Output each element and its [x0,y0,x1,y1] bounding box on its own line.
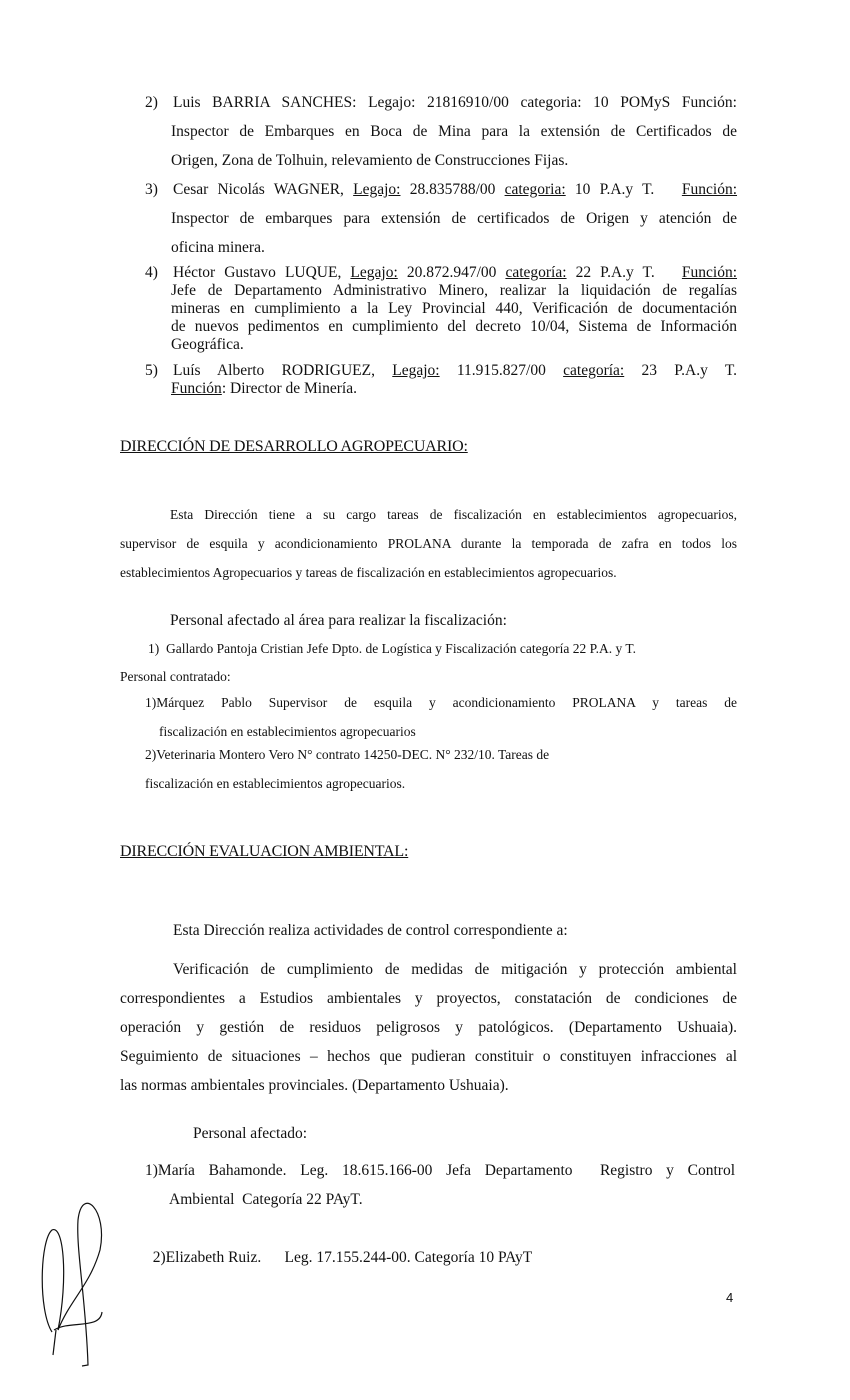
page-number: 4 [726,1290,734,1305]
mineria-item-5: 5) Luís Alberto RODRIGUEZ, Legajo: 11.915.827/00 categoría: 23 P.A.y T. Función: Director de Minería. [145,362,738,397]
mineria-item-2: 2) Luis BARRIA SANCHES: Legajo: 21816910/00 categoria: 10 POMyS Función: Inspector de Embarques en Boca de Mina para la extensión de Certificados de Origen, Zona de Tolhuin, relevamiento de Construcciones Fijas. [145,88,737,175]
agro-intro-paragraph: Esta Dirección tiene a su cargo tareas de fiscalización en establecimientos agropecuarios, supervisor de esquila y acondicionamiento PROLANA durante la temporada de zafra en todos los establecimientos Agropecuarios y tareas de fiscalización en establecimientos agropecuarios. [120,507,737,580]
ambiental-personal-label: Personal afectado: [193,1125,308,1142]
item-number: 2) [145,94,158,111]
agro-personal-item-1: 1) Gallardo Pantoja Cristian Jefe Dpto. de Logística y Fiscalización categoría 22 P.A. y T. [148,641,637,656]
ambiental-body-paragraph: Verificación de cumplimiento de medidas de mitigación y protección ambiental correspondientes a Estudios ambientales y proyectos, constatación de condiciones de operación y gestión de residuos peligrosos y patológicos. (Departamento Ushuaia). Seguimiento de situaciones – hechos que pudieran constituir o constituyen infracciones al las normas ambientales provinciales. (Departamento Ushuaia). [120,961,737,1094]
agro-contratado-item-2: 2)Veterinaria Montero Vero N° contrato 14250-DEC. N° 232/10. Tareas de fiscalización en establecimientos agropecuarios. [145,747,550,791]
agro-contratado-item-1: 1)Márquez Pablo Supervisor de esquila y acondicionamiento PROLANA y tareas de fiscalización en establecimientos agropecuarios [145,695,737,739]
section-heading-ambiental: DIRECCIÓN EVALUACION AMBIENTAL: [120,843,409,860]
signature-icon [30,1190,120,1370]
ambiental-intro: Esta Dirección realiza actividades de control correspondiente a: [173,922,568,939]
ambiental-personal-item-1: 1)María Bahamonde. Leg. 18.615.166-00 Jefa Departamento Registro y Control Ambiental Categoría 22 PAyT. [145,1162,735,1208]
agro-personal-label: Personal afectado al área para realizar la fiscalización: [170,612,507,629]
ambiental-personal-item-2: 2)Elizabeth Ruiz. Leg. 17.155.244-00. Categoría 10 PAyT [152,1249,533,1266]
agro-contratado-label: Personal contratado: [120,669,231,684]
section-heading-agropecuario: DIRECCIÓN DE DESARROLLO AGROPECUARIO: [120,438,468,455]
mineria-item-4: 4) Héctor Gustavo LUQUE, Legajo: 20.872.947/00 categoría: 22 P.A.y T. Función: Jefe de Departamento Administrativo Minero, realizar la liquidación de regalías mineras en cumplimiento a la Ley Provincial 440, Verificación de documentación de nuevos pedimentos en cumplimiento del decreto 10/04, Sistema de Información Geográfica. [145,264,738,353]
mineria-item-3: 3) Cesar Nicolás WAGNER, Legajo: 28.835788/00 categoria: 10 P.A.y T. Función: Inspector de embarques para extensión de certificados de Origen y atención de oficina minera. [145,181,738,256]
